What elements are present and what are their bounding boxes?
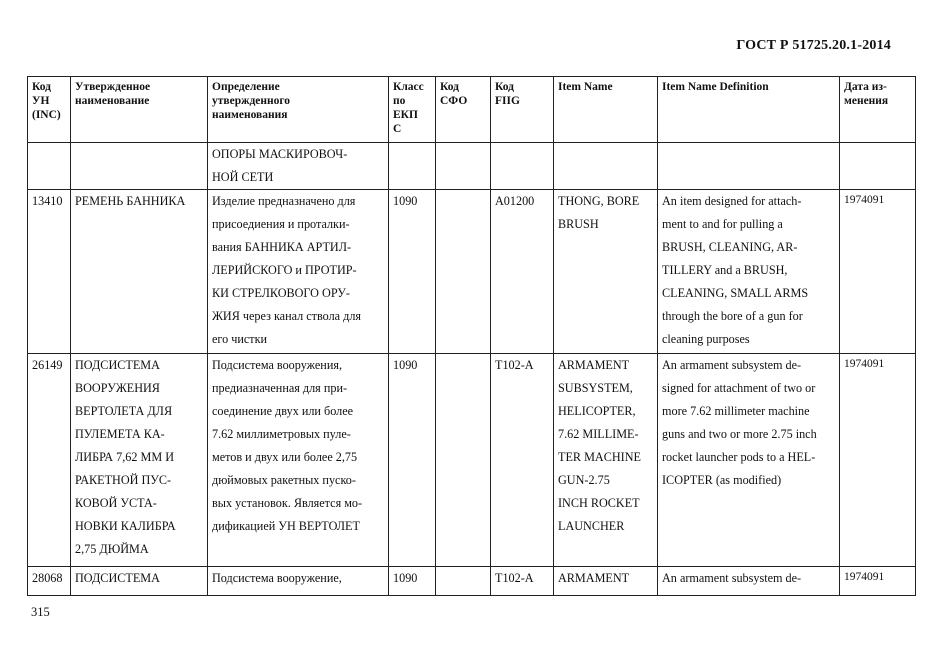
text-line: Item Name	[558, 81, 613, 93]
text-line: менения	[844, 95, 889, 107]
text-line: дюймовых ракетных пуско-	[212, 473, 356, 487]
text-line: 7.62 MILLIME-	[558, 427, 639, 441]
text-line: ICOPTER (as modified)	[662, 473, 782, 487]
text-line: 2,75 ДЮЙМА	[75, 542, 149, 556]
cell-item-name	[554, 567, 658, 596]
table-row	[28, 354, 916, 567]
text-line: НОВКИ КАЛИБРА	[75, 519, 176, 533]
column-header-definition	[208, 77, 389, 143]
text-line: РАКЕТНОЙ ПУС-	[75, 473, 172, 487]
text-line: утвержденного	[212, 95, 291, 107]
cell-fiig-code: T102-A	[491, 354, 554, 567]
text-line: Дата из-	[844, 81, 887, 93]
cell-fiig-code: T102-A	[491, 567, 554, 596]
text-line: cleaning purposes	[662, 332, 750, 346]
cell-item-name-definition	[658, 567, 840, 596]
cell-definition	[208, 354, 389, 567]
text-line: HELICOPTER,	[558, 404, 636, 418]
text-line: КОВОЙ УСТА-	[75, 496, 157, 510]
cell-item-name-definition	[658, 190, 840, 354]
text-line: THONG, BORE	[558, 194, 640, 208]
cell-change-date: 1974091	[840, 354, 916, 567]
text-line: An item designed for attach-	[662, 194, 802, 208]
text-line: Код	[495, 81, 515, 93]
text-line: ПУЛЕМЕТА КА-	[75, 427, 165, 441]
text-line: (INC)	[32, 109, 61, 121]
classification-table	[27, 76, 916, 596]
cell-ekps-class: 1090	[389, 567, 436, 596]
text-line: вания БАННИКА АРТИЛ-	[212, 240, 352, 254]
cell-inc: 26149	[28, 354, 71, 567]
cell-inc: 13410	[28, 190, 71, 354]
cell-sfo-code	[436, 190, 491, 354]
text-line: присоедиения и проталки-	[212, 217, 350, 231]
standard-code: ГОСТ Р 51725.20.1-2014	[736, 38, 891, 53]
column-header-item-name-definition	[658, 77, 840, 143]
text-line: BRUSH	[558, 217, 599, 231]
text-line: Класс	[393, 81, 424, 93]
column-header-change-date	[840, 77, 916, 143]
text-line: соединение двух или более	[212, 404, 354, 418]
text-line: С	[393, 123, 402, 135]
cell-item-name	[554, 190, 658, 354]
column-header-item-name	[554, 77, 658, 143]
cell-item-name	[554, 354, 658, 567]
cell-fiig-code: A01200	[491, 190, 554, 354]
cell-sfo-code	[436, 567, 491, 596]
text-line: rocket launcher pods to a HEL-	[662, 450, 816, 464]
text-line: TER MACHINE	[558, 450, 641, 464]
text-line: НОЙ СЕТИ	[212, 170, 274, 184]
text-line: РЕМЕНЬ БАННИКА	[75, 194, 186, 208]
text-line: ЖИЯ через канал ствола для	[212, 309, 362, 323]
cell-change-date: 1974091	[840, 567, 916, 596]
text-line: КИ СТРЕЛКОВОГО ОРУ-	[212, 286, 350, 300]
text-line: SUBSYSTEM,	[558, 381, 633, 395]
text-line: предиазначенная для при-	[212, 381, 348, 395]
text-line: TILLERY and a BRUSH,	[662, 263, 788, 277]
text-line: ЛЕРИЙСКОГО и ПРОТИР-	[212, 263, 357, 277]
text-line: ПОДСИСТЕМА	[75, 358, 160, 372]
text-line: ВООРУЖЕНИЯ	[75, 381, 160, 395]
column-header-fiig-code	[491, 77, 554, 143]
text-line: Определение	[212, 81, 280, 93]
text-line: more 7.62 millimeter machine	[662, 404, 810, 418]
text-line: ARMAMENT	[558, 571, 630, 585]
cell-item-name-definition	[658, 354, 840, 567]
cell-approved-name	[71, 354, 208, 567]
text-line: An armament subsystem de-	[662, 571, 802, 585]
text-line: ARMAMENT	[558, 358, 630, 372]
text-line: Подсистема вооружение,	[212, 571, 342, 585]
text-line: Подсистема вооружения,	[212, 358, 342, 372]
text-line: вых установок. Является мо-	[212, 496, 363, 510]
cell-definition	[208, 143, 389, 190]
text-line: ЛИБРА 7,62 ММ И	[75, 450, 175, 464]
text-line: signed for attachment of two or	[662, 381, 816, 395]
text-line: through the bore of a gun for	[662, 309, 803, 323]
cell-ekps-class: 1090	[389, 354, 436, 567]
text-line: ment to and for pulling a	[662, 217, 783, 231]
text-line: по	[393, 95, 406, 107]
text-line: наименование	[75, 95, 150, 107]
cell-inc: 28068	[28, 567, 71, 596]
text-line: ВЕРТОЛЕТА ДЛЯ	[75, 404, 173, 418]
text-line: Item Name Definition	[662, 81, 769, 93]
table-row	[28, 567, 916, 596]
table-row-continuation	[28, 143, 916, 190]
text-line: Код	[32, 81, 52, 93]
text-line: Код	[440, 81, 460, 93]
page-number: 315	[31, 605, 50, 619]
text-line: 7.62 миллиметровых пуле-	[212, 427, 351, 441]
cell-change-date: 1974091	[840, 190, 916, 354]
table-header-row	[28, 77, 916, 143]
table-row	[28, 190, 916, 354]
cell-definition	[208, 567, 389, 596]
text-line: СФО	[440, 95, 468, 107]
column-header-ekps-class	[389, 77, 436, 143]
cell-sfo-code	[436, 354, 491, 567]
text-line: Утвержденное	[75, 81, 151, 93]
text-line: CLEANING, SMALL ARMS	[662, 286, 809, 300]
text-line: FIIG	[495, 95, 520, 107]
text-line: наименования	[212, 109, 288, 121]
text-line: guns and two or more 2.75 inch	[662, 427, 817, 441]
text-line: INCH ROCKET	[558, 496, 640, 510]
cell-definition	[208, 190, 389, 354]
cell-approved-name	[71, 567, 208, 596]
text-line: ПОДСИСТЕМА	[75, 571, 160, 585]
column-header-sfo-code	[436, 77, 491, 143]
column-header-approved-name	[71, 77, 208, 143]
text-line: An armament subsystem de-	[662, 358, 802, 372]
text-line: GUN-2.75	[558, 473, 610, 487]
column-header-inc	[28, 77, 71, 143]
text-line: LAUNCHER	[558, 519, 625, 533]
text-line: дификацией УН ВЕРТОЛЕТ	[212, 519, 360, 533]
text-line: ЕКП	[393, 109, 418, 121]
text-line: УН	[32, 95, 50, 107]
cell-approved-name	[71, 190, 208, 354]
text-line: метов и двух или более 2,75	[212, 450, 358, 464]
cell-ekps-class: 1090	[389, 190, 436, 354]
text-line: его чистки	[212, 332, 268, 346]
text-line: ОПОРЫ МАСКИРОВОЧ-	[212, 147, 348, 161]
text-line: BRUSH, CLEANING, AR-	[662, 240, 798, 254]
text-line: Изделие предназначено для	[212, 194, 356, 208]
